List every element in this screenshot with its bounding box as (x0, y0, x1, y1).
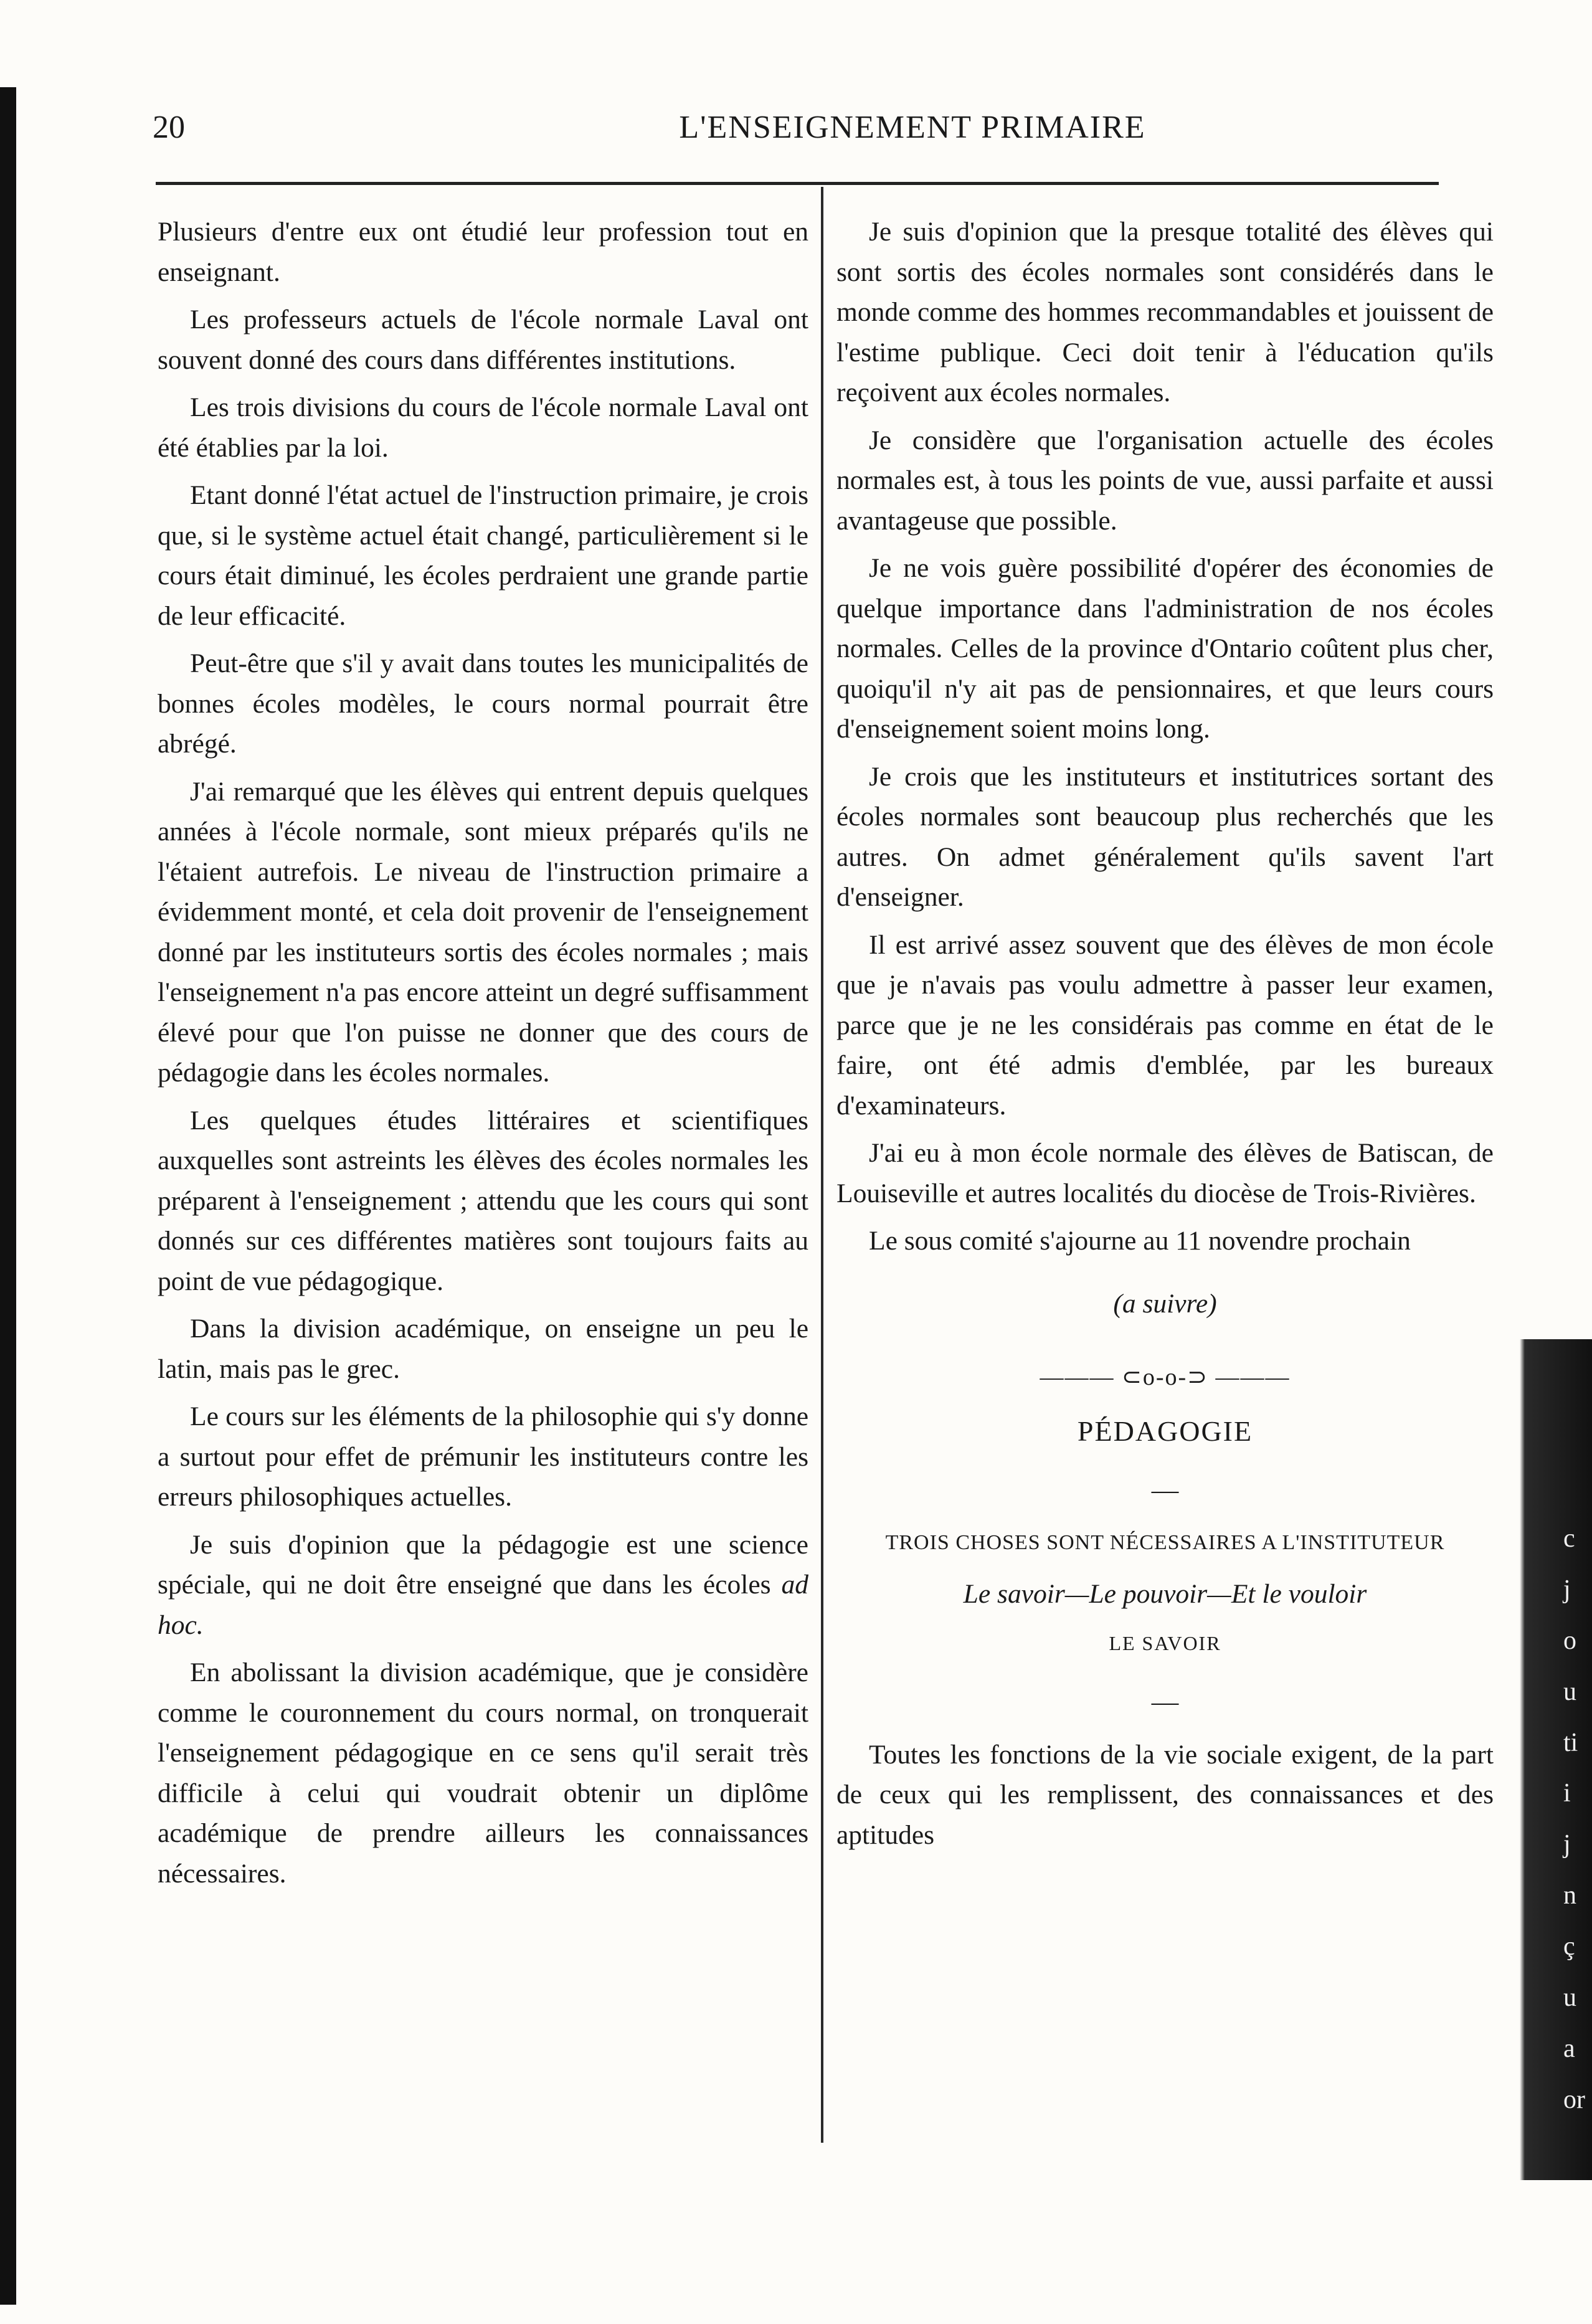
paragraph: Le sous comité s'ajourne au 11 novendre prochain (869, 1226, 1411, 1256)
to-be-continued: (a suivre) (1113, 1288, 1217, 1319)
page-header (153, 109, 1436, 159)
paragraph: Peut-être que s'il y avait dans toutes les municipalités de bonnes écoles modèles, le cours normal pourrait être abrégé. (158, 648, 808, 759)
paragraph: Les trois divisions du cours de l'école normale Laval ont été établies par la loi. (158, 392, 808, 463)
paragraph: Les quelques études littéraires et scientifiques auxquelles sont astreints les élèves des écoles normales les préparent à l'enseignement ; attendu que les cours qui sont donnés sur ces différentes matières sont toujours faits au point de vue pédagogique. (158, 1105, 808, 1296)
paragraph: Je suis d'opinion que la presque totalité des élèves qui sont sortis des écoles normales sont considérés dans le monde comme des hommes recommandables et jouissent de l'estime publique. Ceci doit tenir à l'éducation qu'ils reçoivent aux écoles normales. (836, 217, 1494, 407)
section-subtitle-italic: Le savoir—Le pouvoir—Et le vouloir (963, 1579, 1367, 1609)
paragraph: Les professeurs actuels de l'école normale Laval ont souvent donné des cours dans différentes institutions. (158, 305, 808, 375)
dash-separator: — (1151, 1475, 1179, 1505)
paragraph: En abolissant la division académique, que je considère comme le couronnement du cours normal, on tronquerait l'enseignement pédagogique en ce sens qu'il serait très difficile à celui qui voudrait obtenir un diplôme académique de prendre ailleurs les connaissances nécessaires. (158, 1658, 808, 1889)
header-rule (156, 182, 1439, 185)
dash-separator: — (1151, 1687, 1179, 1717)
paragraph: Dans la division académique, on enseigne un peu le latin, mais pas le grec. (158, 1314, 808, 1384)
right-column (836, 212, 1494, 1862)
ornament-divider: ——— ⊂o-o-⊃ ——— (1040, 1364, 1291, 1390)
paragraph: J'ai eu à mon école normale des élèves de Batiscan, de Louiseville et autres localités du diocèse de Trois-Rivières. (836, 1138, 1494, 1208)
paragraph: Plusieurs d'entre eux ont étudié leur profession tout en enseignant. (158, 217, 808, 287)
scan-binding-edge (0, 87, 16, 2305)
subheading: LE SAVOIR (1109, 1631, 1221, 1654)
paragraph: Le cours sur les éléments de la philosophie qui s'y donne a surtout pour effet de prémunir les instituteurs contre les erreurs philosophiques actuelles. (158, 1402, 808, 1512)
section-subtitle: TROIS CHOSES SONT NÉCESSAIRES A L'INSTITUTEUR (885, 1530, 1445, 1554)
paragraph: Toutes les fonctions de la vie sociale exigent, de la part de ceux qui les remplissent, des connaissances et des aptitudes (836, 1739, 1494, 1850)
adjacent-page-fragments: c j o u ti i j n ç u a or (1563, 1524, 1585, 2114)
italic-phrase: ad hoc. (158, 1570, 808, 1640)
section-title: PÉDAGOGIE (1077, 1415, 1253, 1447)
paragraph: Etant donné l'état actuel de l'instruction primaire, je crois que, si le système actuel était changé, particulièrement si le cours était diminué, les écoles perdraient une grande partie de leur efficacité. (158, 480, 808, 631)
paragraph: Je suis d'opinion que la pédagogie est une science spéciale, qui ne doit être enseigné que dans les écoles ad hoc. (158, 1529, 808, 1640)
left-column (158, 212, 808, 1901)
column-divider (821, 187, 823, 2143)
running-head: L'ENSEIGNEMENT PRIMAIRE (679, 110, 1146, 145)
paragraph: Je considère que l'organisation actuelle des écoles normales est, à tous les points de vue, aussi parfaite et aussi avantageuse que possible. (836, 425, 1494, 536)
paragraph: Il est arrivé assez souvent que des élèves de mon école que je n'avais pas voulu admettre à passer leur examen, parce que je ne les considérais pas comme en état de le faire, ont été admis d'emblée, par les bureaux d'examinateurs. (836, 929, 1494, 1121)
paragraph: J'ai remarqué que les élèves qui entrent depuis quelques années à l'école normale, sont mieux préparés qu'ils ne l'étaient autrefois. Le niveau de l'instruction primaire a évidemment monté, et cela doit provenir de l'enseignement donné par les instituteurs sortis des écoles normales ; mais l'enseignement n'a pas encore atteint un degré suffisamment élevé pour que l'on puisse ne donner que des cours de pédagogie dans les écoles normales. (158, 776, 808, 1088)
paragraph: Je crois que les instituteurs et institutrices sortant des écoles normales sont beaucoup plus recherchés que les autres. On admet généralement qu'ils savent l'art d'enseigner. (836, 761, 1494, 912)
paragraph: Je ne vois guère possibilité d'opérer des économies de quelque importance dans l'administration de nos écoles normales. Celles de la province d'Ontario coûtent plus cher, quoiqu'il n'y ait pas de pensionnaires, et que leurs cours d'enseignement soient moins long. (836, 553, 1494, 744)
page-number: 20 (153, 110, 185, 145)
